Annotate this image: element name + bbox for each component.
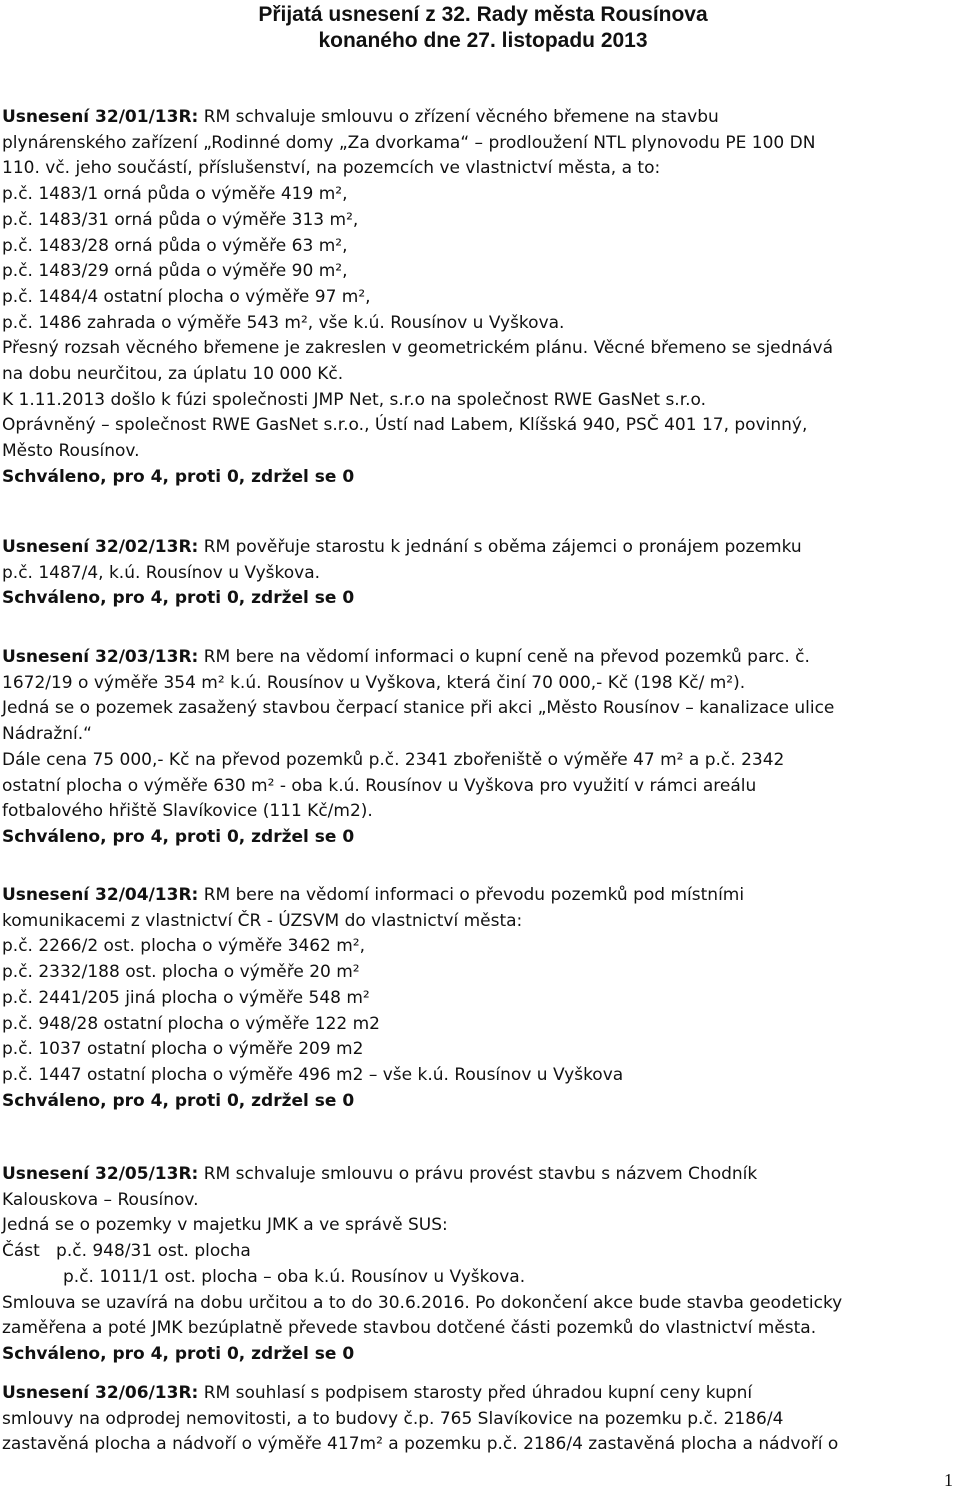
resolution-line [2,535,958,561]
parcel-line: p.č. 2332/188 ost. plocha o výměře 20 m² [2,962,360,983]
parcel-line: p.č. 1037 ostatní plocha o výměře 209 m2 [2,1039,364,1060]
parcel-line: p.č. 1483/29 orná půda o výměře 90 m², [2,261,348,282]
resolution-01 [2,105,958,491]
resolution-04 [2,883,958,1114]
page-number: 1 [944,1470,953,1490]
resolution-line: Jedná se o pozemek zasažený stavbou čerpací stanice při akci „Město Rousínov – kanalizace ulice [2,698,835,719]
parcel-line: p.č. 948/28 ostatní plocha o výměře 122 m2 [2,1013,380,1034]
resolution-line: Nádražní.“ [2,724,92,745]
parcel-line: p.č. 1483/28 orná půda o výměře 63 m², [2,235,348,256]
resolution-text: RM bere na vědomí informaci o převodu pozemků pod místními [198,885,745,905]
resolution-line: p.č. 1487/4, k.ú. Rousínov u Vyškova. [2,562,321,583]
resolution-line: komunikacemi z vlastnictví ČR - ÚZSVM do vlastnictví města: [2,910,523,931]
resolution-line [2,1381,958,1407]
approval-result: Schváleno, pro 4, proti 0, zdržel se 0 [2,1343,355,1364]
parcel-line: p.č. 1011/1 ost. plocha – oba k.ú. Rousínov u Vyškova. [63,1266,526,1287]
resolution-text: RM schvaluje smlouvu o právu provést stavbu s názvem Chodník [198,1164,758,1184]
approval-result: Schváleno, pro 4, proti 0, zdržel se 0 [2,826,355,847]
resolution-line: Dále cena 75 000,- Kč na převod pozemků p.č. 2341 zbořeniště o výměře 47 m² a p.č. 2342 [2,749,785,770]
resolution-line: zastavěná plocha a nádvoří o výměře 417m² a pozemku p.č. 2186/4 zastavěná plocha a nádvoří o [2,1434,839,1455]
resolution-line: Kalouskova – Rousínov. [2,1189,199,1210]
resolution-line: 110. vč. jeho součástí, příslušenství, na pozemcích ve vlastnictví města, a to: [2,158,661,179]
parcel-line: p.č. 2266/2 ost. plocha o výměře 3462 m², [2,936,366,957]
resolution-line [2,105,958,131]
resolution-id: Usnesení 32/04/13R: [2,885,199,905]
document-heading [0,2,960,54]
resolution-id: Usnesení 32/06/13R: [2,1383,199,1403]
resolution-03 [2,645,958,851]
resolution-line: smlouvy na odprodej nemovitosti, a to budovy č.p. 765 Slavíkovice na pozemku p.č. 2186/4 [2,1408,784,1429]
parcel-line: p.č. 1486 zahrada o výměře 543 m², vše k.ú. Rousínov u Vyškova. [2,312,565,333]
resolution-line: plynárenského zařízení „Rodinné domy „Za dvorkama“ – prodloužení NTL plynovodu PE 100 DN [2,132,816,153]
parcel-line: p.č. 1447 ostatní plocha o výměře 496 m2 – vše k.ú. Rousínov u Vyškova [2,1064,624,1085]
resolution-text: RM schvaluje smlouvu o zřízení věcného břemene na stavbu [198,107,719,127]
resolution-line: Smlouva se uzavírá na dobu určitou a to do 30.6.2016. Po dokončení akce bude stavba geodeticky [2,1292,843,1313]
heading-title: Přijatá usnesení z 32. Rady města Rousínova [258,3,708,26]
heading-date: konaného dne 27. listopadu 2013 [318,29,648,52]
resolution-id: Usnesení 32/03/13R: [2,647,199,667]
resolution-line: fotbalového hřiště Slavíkovice (111 Kč/m2). [2,801,373,822]
resolution-line: Oprávněný – společnost RWE GasNet s.r.o., Ústí nad Labem, Klíšská 940, PSČ 401 17, povinný, [2,415,808,436]
resolution-line [2,645,958,671]
approval-result: Schváleno, pro 4, proti 0, zdržel se 0 [2,588,355,609]
resolution-line [2,1162,958,1188]
resolution-line: K 1.11.2013 došlo k fúzi společnosti JMP Net, s.r.o na společnost RWE GasNet s.r.o. [2,389,707,410]
resolution-text: RM pověřuje starostu k jednání s oběma zájemci o pronájem pozemku [198,537,802,557]
resolution-06 [2,1381,958,1458]
resolution-line: Přesný rozsah věcného břemene je zakreslen v geometrickém plánu. Věcné břemeno se sjednává [2,338,834,359]
resolution-02 [2,535,958,612]
approval-result: Schváleno, pro 4, proti 0, zdržel se 0 [2,466,355,487]
parcel-line: Část p.č. 948/31 ost. plocha [2,1241,251,1262]
resolution-line: zaměřena a poté JMK bezúplatně převede stavbou dotčené části pozemků do vlastnictví města. [2,1318,817,1339]
resolution-line: na dobu neurčitou, za úplatu 10 000 Kč. [2,364,344,385]
parcel-line: p.č. 1483/31 orná půda o výměře 313 m², [2,209,359,230]
resolution-id: Usnesení 32/01/13R: [2,107,199,127]
parcel-line: p.č. 2441/205 jiná plocha o výměře 548 m² [2,987,370,1008]
resolution-line [2,883,958,909]
resolution-line: ostatní plocha o výměře 630 m² - oba k.ú. Rousínov u Vyškova pro využití v rámci areálu [2,775,757,796]
resolution-id: Usnesení 32/02/13R: [2,537,199,557]
resolution-text: RM souhlasí s podpisem starosty před úhradou kupní ceny kupní [198,1383,753,1403]
parcel-line: p.č. 1484/4 ostatní plocha o výměře 97 m², [2,286,371,307]
approval-result: Schváleno, pro 4, proti 0, zdržel se 0 [2,1090,355,1111]
resolution-05 [2,1162,958,1368]
resolution-id: Usnesení 32/05/13R: [2,1164,199,1184]
resolution-text: RM bere na vědomí informaci o kupní ceně na převod pozemků parc. č. [198,647,810,667]
resolution-line: Město Rousínov. [2,441,140,462]
parcel-line: p.č. 1483/1 orná půda o výměře 419 m², [2,184,348,205]
resolution-line: Jedná se o pozemky v majetku JMK a ve správě SUS: [2,1215,448,1236]
resolution-line: 1672/19 o výměře 354 m² k.ú. Rousínov u Vyškova, která činí 70 000,- Kč (198 Kč/ m²). [2,672,746,693]
